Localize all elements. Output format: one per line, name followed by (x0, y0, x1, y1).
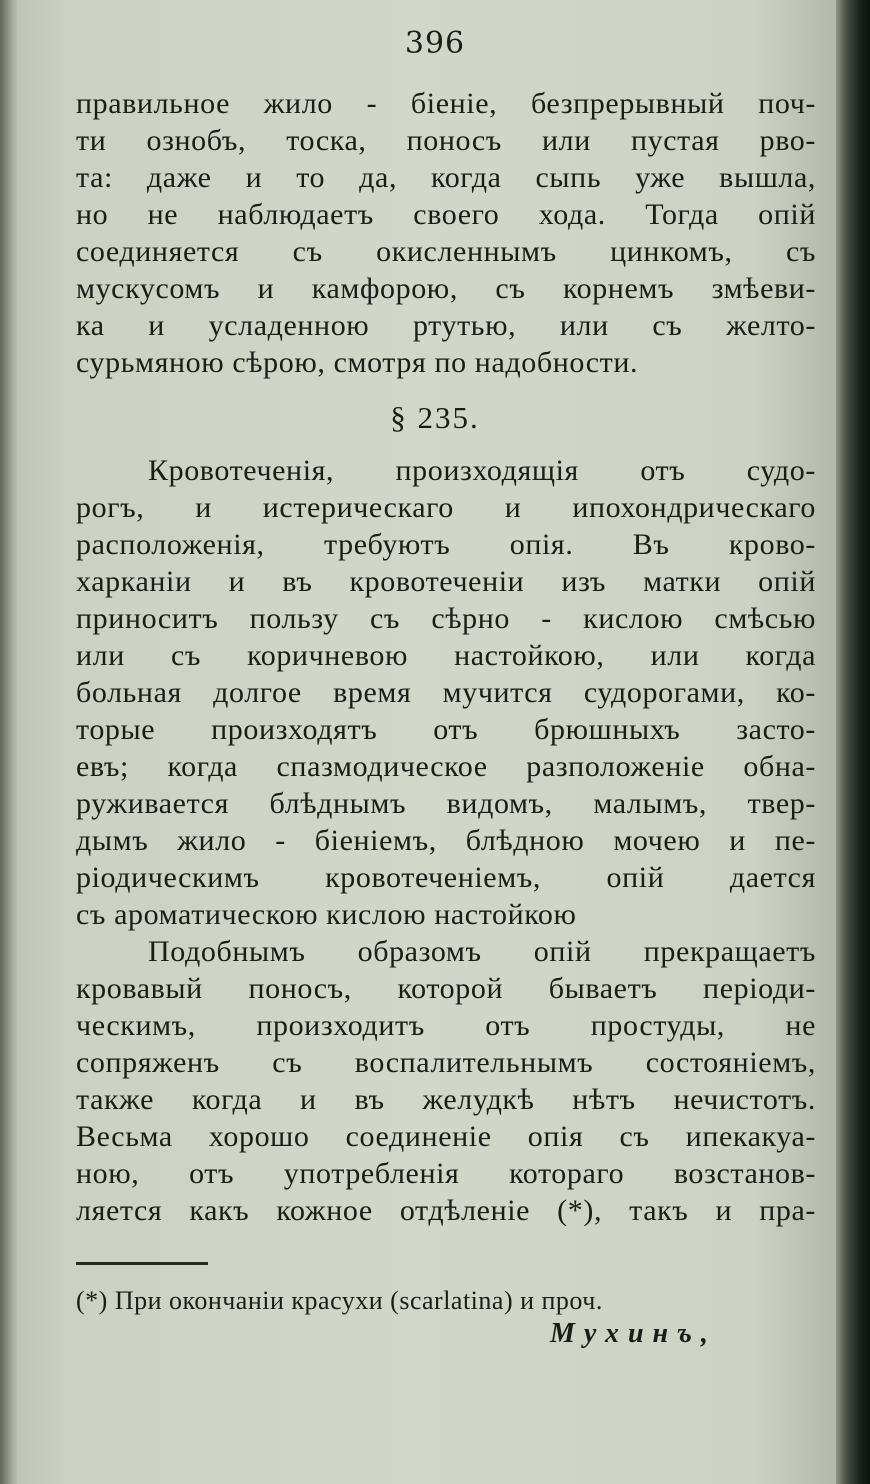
text-line: харканіи и въ кровотеченіи изъ матки опій (76, 565, 816, 598)
text-line: ляется какъ кожное отдѣленіе (*), такъ и пра- (76, 1194, 816, 1227)
text-line: ти ознобъ, тоска, поносъ или пустая рво- (76, 124, 816, 157)
text-line: та: даже и то да, когда сыпь уже вышла, (76, 161, 816, 194)
paragraph-continuation (76, 85, 816, 381)
section-heading: § 235. (390, 400, 480, 435)
text-line: сопряженъ съ воспалительнымъ состояніемъ, (76, 1046, 816, 1079)
text-line: руживается блѣднымъ видомъ, малымъ, твер- (76, 787, 816, 820)
text-line: ка и усладенною ртутью, или съ желто- (76, 309, 816, 342)
text-line: сурьмяною сѣрою, смотря по надобности. (76, 346, 639, 379)
text-line: расположенія, требуютъ опія. Въ крово- (76, 528, 816, 561)
page-number: 396 (404, 26, 466, 61)
footnote-signature: Мухинъ, (550, 1318, 717, 1349)
text-line: ческимъ, произходитъ отъ простуды, не (76, 1009, 816, 1042)
text-line: Подобнымъ образомъ опій прекращаетъ (148, 935, 816, 968)
text-line: соединяется съ окисленнымъ цинкомъ, съ (76, 235, 816, 268)
text-line: мускусомъ и камфорою, съ корнемъ змѣеви- (76, 272, 816, 305)
text-line: торые произходятъ отъ брюшныхъ засто- (76, 713, 816, 746)
footnote: (*) При окончаніи красухи (scarlatina) и проч. (76, 1286, 603, 1315)
text-line: больная долгое время мучится судорогами, ко- (76, 676, 816, 709)
text-line: ною, отъ употребленія котораго возстанов- (76, 1157, 816, 1190)
text-line: Весьма хорошо соединеніе опія съ ипекакуа- (76, 1120, 816, 1153)
text-line: правильное жило - біеніе, безпрерывный поч- (76, 87, 816, 120)
text-line: рогъ, и истерическаго и ипохондрическаго (76, 491, 816, 524)
text-line: кровавый поносъ, которой бываетъ періоди- (76, 972, 816, 1005)
book-spine-shadow (836, 0, 870, 1484)
text-line: но не наблюдаетъ своего хода. Тогда опій (76, 198, 816, 231)
text-line: евъ; когда спазмодическое разположеніе обна- (76, 750, 816, 783)
text-line: съ ароматическою кислою настойкою (76, 898, 577, 931)
paragraph-235 (76, 452, 816, 1229)
text-line: дымъ жило - біеніемъ, блѣдною мочею и пе- (76, 824, 816, 857)
text-line: приноситъ пользу съ сѣрно - кислою смѣсью (76, 602, 816, 635)
text-line: или съ коричневою настойкою, или когда (76, 639, 816, 672)
text-line: ріодическимъ кровотеченіемъ, опій дается (76, 861, 816, 894)
text-line: Кровотеченія, произходящія отъ судо- (148, 454, 816, 487)
text-line: также когда и въ желудкѣ нѣтъ нечистотъ. (76, 1083, 816, 1116)
footnote-divider (76, 1262, 208, 1265)
